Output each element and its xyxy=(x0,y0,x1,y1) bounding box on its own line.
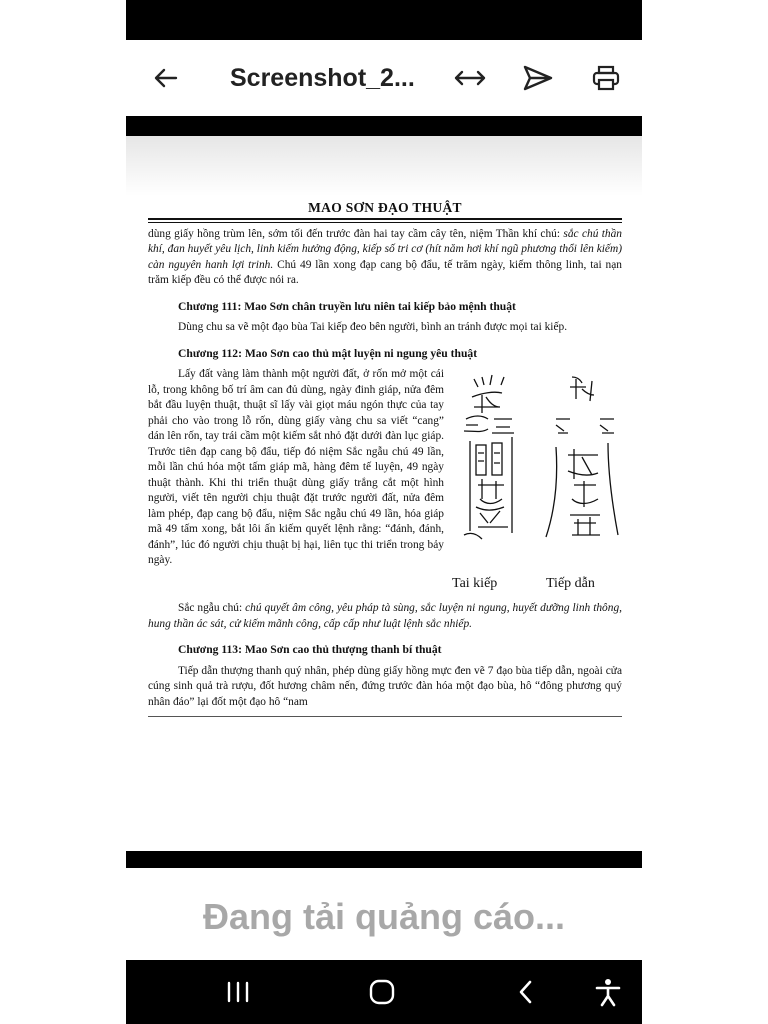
chant-paragraph: Sắc ngẫu chú: chú quyết âm công, yêu pháp tà sùng, sắc luyện ni ngung, huyết dưỡng linh thông, hung thần ác sát, cử kiếm mãnh công, cấp cấp như luật lệnh sắc nhiếp. xyxy=(148,602,622,630)
document-viewer[interactable] xyxy=(126,116,642,868)
paragraph-intro: dùng giấy hồng trùm lên, sớm tối đến trước đàn hai tay cầm cây tên, niệm Thần khí chú: sắc chú thần khí, đan huyết yêu lịch, linh kiếm hưởng động, kiếp số tri cơ (hít năm hơi khí ngũ phương thổi lên kiếm) càn nguyên hanh lợi trinh. Chú 49 lần xong đạp cang bộ đẩu, tế trăm ngày, kiếm thông linh, tai nạn trăm kiếp đều có thể được nói ra. xyxy=(148,227,623,286)
recent-apps-icon[interactable] xyxy=(214,972,262,1012)
chapter-111-title: Chương 111: Mao Sơn chân truyền lưu niên tai kiếp bảo mệnh thuật xyxy=(178,299,516,313)
page-content xyxy=(148,200,622,718)
system-nav-bar xyxy=(126,960,642,1024)
ad-loading-text: Đang tải quảng cáo... xyxy=(202,896,566,937)
send-icon[interactable] xyxy=(514,54,562,102)
right-margin xyxy=(642,0,768,960)
chapter-112-title: Chương 112: Mao Sơn cao thủ mật luyện ni ngung yêu thuật xyxy=(178,346,478,360)
scan-border-bottom xyxy=(126,851,642,868)
scanned-page xyxy=(126,136,642,851)
home-icon[interactable] xyxy=(358,972,406,1012)
chapter-111-body: Dùng chu sa vẽ một đạo bùa Tai kiếp đeo bên người, bình an tránh được mọi tai kiếp. xyxy=(178,321,568,333)
ad-banner[interactable] xyxy=(126,868,642,960)
back-icon[interactable] xyxy=(502,972,550,1012)
back-arrow-icon[interactable] xyxy=(142,54,190,102)
caption-tiep-dan: Tiếp dẫn xyxy=(546,575,595,591)
caption-tai-kiep: Tai kiếp xyxy=(452,575,498,591)
swap-arrows-icon[interactable] xyxy=(446,54,494,102)
chapter-113-title: Chương 113: Mao Sơn cao thủ thượng thanh bí thuật xyxy=(178,643,442,656)
accessibility-icon[interactable] xyxy=(584,972,632,1012)
left-margin xyxy=(0,0,126,960)
phone-screen xyxy=(126,0,642,960)
scan-border-top xyxy=(126,116,642,136)
chapter-112-body: Lấy đất vàng làm thành một người đất, ở rốn mở một cái lỗ, trong không bố trí âm can đủ dùng, ngày đinh giáp, nửa đêm bắt đầu luyện thuật, thuật sĩ lấy vài giọt máu ngón thực của tay phải cho vào trong lỗ rốn, dùng giấy vàng chu sa viết “cang” dán lên rốn, tay trái cầm một kiếm sắt nhỏ đặt dưới đàn lục giáp. Trước tiên đạp cang bộ đẩu, tiếp đó niệm Sắc ngẫu chú 49 lần, mỗi lần chú hóa một tấm giáp mã, hàng đêm tế luyện, 49 ngày thuật thành. Khi thi triển thuật dùng giấy trắng cắt một hình người, viết tên người chịu thuật đặt trước người đất, nửa đêm làm phép, đạp cang bộ đẩu, niệm Sắc ngẫu chú 49 lần, hóa giáp mã 49 tấm xong, bắt lôi ấn kiếm quyết lệnh rằng: “đánh, đánh, đánh”, lúc đó người chịu thuật bị hại, liên tục thi triển trong bảy ngày. xyxy=(148,368,444,566)
app-bar xyxy=(126,40,642,116)
file-title: Screenshot_2... xyxy=(230,64,415,92)
book-header: MAO SƠN ĐẠO THUẬT xyxy=(308,200,462,215)
print-icon[interactable] xyxy=(582,54,630,102)
talisman-figure xyxy=(452,367,622,597)
chapter-113-body: Tiếp dẫn thượng thanh quý nhân, phép dùng giấy hồng mực đen vẽ 7 đạo bùa tiếp dẫn, ngoài cửa cúng sinh quả trà rượu, đốt hương châm nến, đứng trước đàn hóa một đạo bùa, hô “đông phương quý nhân đáo” lại đốt một đạo hô “nam xyxy=(148,664,622,708)
talisman-drawing xyxy=(452,367,622,567)
status-bar xyxy=(126,0,642,40)
